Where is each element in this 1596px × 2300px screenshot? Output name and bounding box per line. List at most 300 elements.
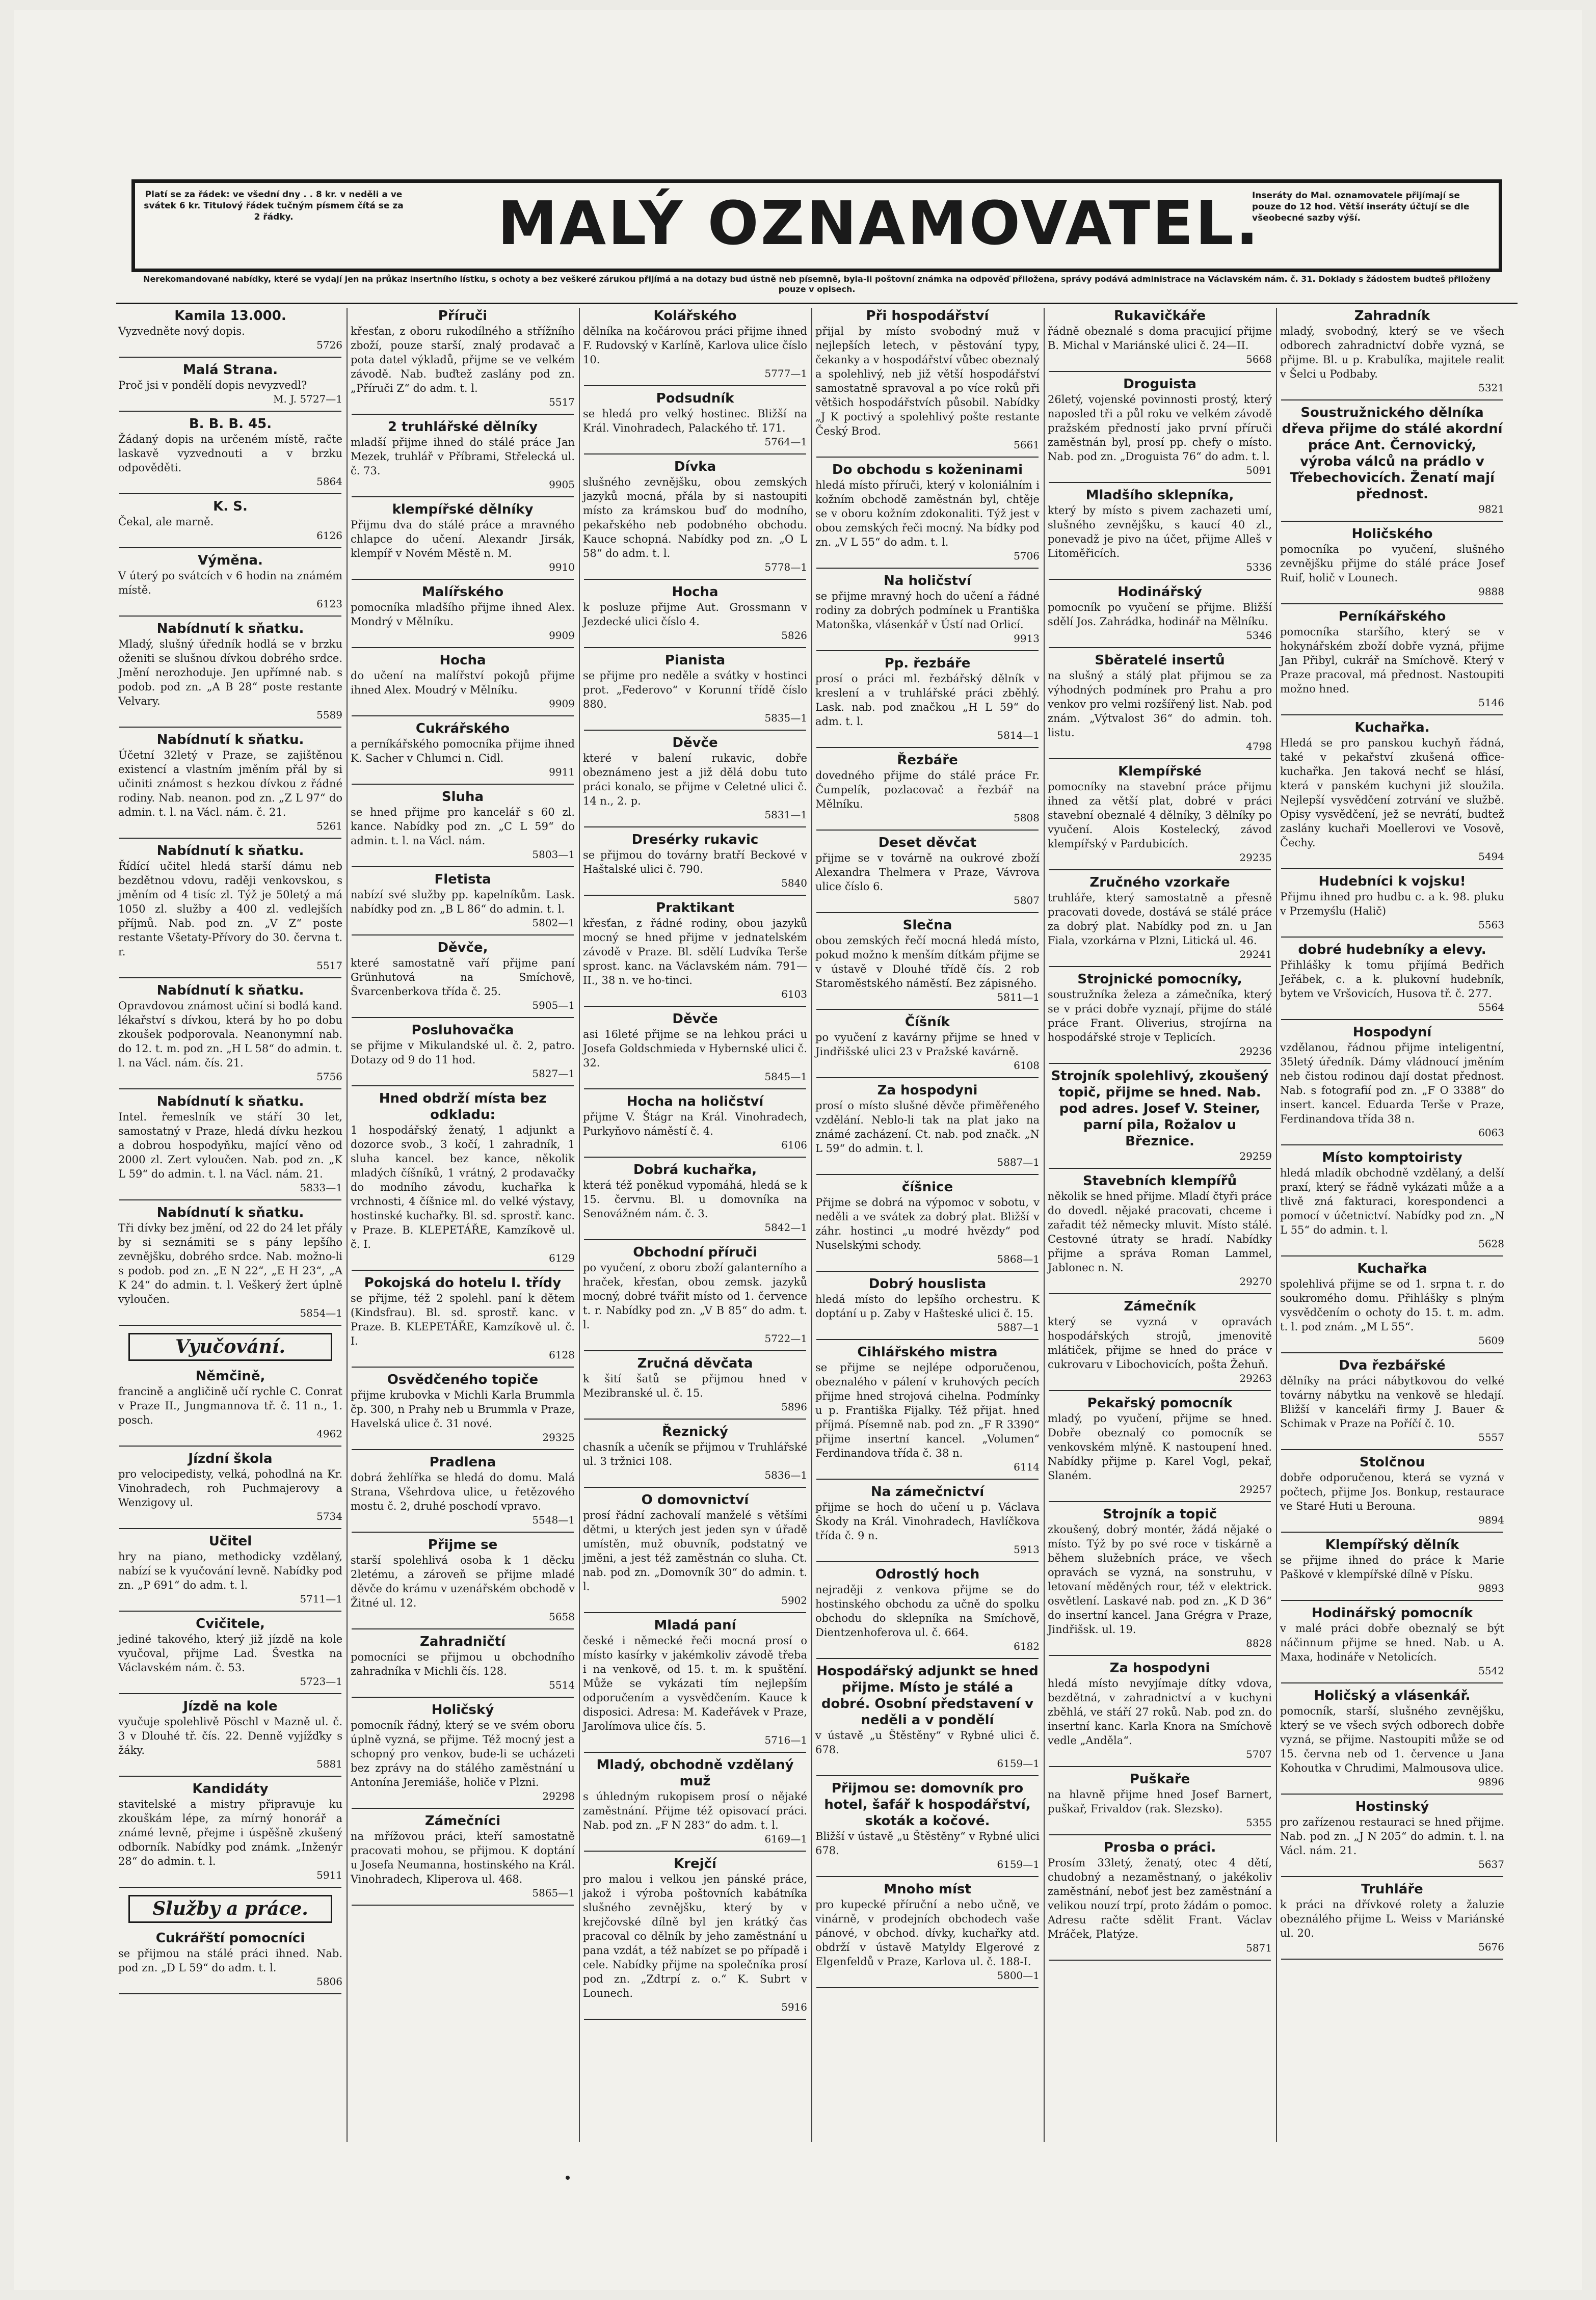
- column-6: [1278, 308, 1506, 2142]
- classified-ad: [583, 1093, 807, 1152]
- ad-body: Čekal, ale marně.: [118, 516, 214, 528]
- column-divider: [347, 308, 348, 2142]
- ad-heading: Dívka: [674, 459, 716, 474]
- ad-divider: [584, 579, 806, 580]
- ad-divider: [352, 934, 574, 935]
- ad-divider: [584, 1006, 806, 1007]
- ad-heading: Strojnické pomocníky,: [1077, 972, 1242, 987]
- classified-ad: [583, 1011, 807, 1083]
- column-divider: [1276, 308, 1277, 2142]
- classified-ad: [583, 1355, 807, 1413]
- classified-ad: [351, 501, 575, 574]
- ad-heading: Hostinský: [1355, 1799, 1429, 1814]
- ad-number: 6106: [781, 1139, 807, 1151]
- ad-number: 9888: [1478, 585, 1504, 598]
- masthead-note: Nerekomandované nabídky, které se vydají jen na průkaz insertního lístku, s ochoty a bez veškeré zárukou přijímá a na dotazy bud ústně neb písemně, byla-li poštovní známka na odpověď přiložena, správy podává administrace na Václavském nám. č. 31. Doklady s žádostem budteš přiloženy pouze v opisech.: [143, 274, 1491, 294]
- ad-divider: [584, 1157, 806, 1158]
- classified-ad: [583, 1244, 807, 1345]
- ad-body: Žádaný dopis na určeném místě, račte laskavě vyzvednouti a v brzku odpověděti.: [118, 433, 342, 474]
- ad-body: slušného zevnějšku, obou zemských jazyků mocná, přála by si nastoupiti místo za krámskou buď do modního, pekařského neb podobného obchodu. Kauce schopná. Nabídky pod zn. „O L 58“ do adm. t. l.: [583, 476, 807, 559]
- ad-number: 5726: [316, 339, 342, 351]
- ad-divider: [352, 496, 574, 497]
- classified-ad: [1280, 1024, 1504, 1139]
- ad-heading: Deset děvčat: [878, 835, 977, 850]
- ad-heading: 2 truhlářské dělníky: [387, 419, 538, 435]
- classified-ad: [351, 652, 575, 710]
- ad-body: které v balení rukavic, dobře obeznámeno jest a již dělá dobu tuto práci konalo, se přijme v Celetné ulici č. 14 n., 2. p.: [583, 752, 807, 807]
- ad-number: 5661: [1014, 439, 1040, 451]
- ad-heading: Kuchařka.: [1354, 720, 1430, 735]
- ad-heading: Cukrářského: [415, 721, 510, 736]
- ad-divider: [1281, 937, 1503, 938]
- classified-ad: [1048, 971, 1272, 1058]
- ad-heading: Pradlena: [429, 1455, 496, 1470]
- ad-number: 5833—1: [300, 1182, 342, 1194]
- ad-body: Přijmu dva do stálé práce a mravného chlapce do učení. Alexandr Jirsák, klempíř v Novém Městě n. M.: [351, 519, 575, 559]
- ad-divider: [1281, 1876, 1503, 1877]
- ad-divider: [1281, 1019, 1503, 1020]
- classified-ad: [351, 720, 575, 779]
- ad-number: 9893: [1478, 1582, 1504, 1594]
- classified-ad: [1048, 1839, 1272, 1955]
- ad-number: 5564: [1478, 1001, 1504, 1013]
- ad-divider: [816, 1658, 1039, 1659]
- ad-heading: Pp. řezbáře: [884, 656, 971, 671]
- classified-ad: [815, 462, 1040, 563]
- ad-number: 5336: [1246, 561, 1272, 573]
- ad-body: hry na piano, methodicky vzdělaný, nabízí se k vyučování levně. Nabídky pod zn. „P 691“ do adm. t. l.: [118, 1550, 342, 1591]
- ad-heading: Holičský: [431, 1702, 494, 1718]
- classified-ad: [351, 1537, 575, 1623]
- ad-body: pomocníka mladšího přijme ihned Alex. Mondrý v Mělníku.: [351, 601, 575, 628]
- ad-divider: [584, 1752, 806, 1753]
- classified-ad: [1048, 1506, 1272, 1650]
- ad-body: pomocník, starší, slušného zevnějšku, který se ve všech svých odborech dobře vyzná, se přijme. Nastoupiti může se od 15. června neb od 1. července u Jana Kohoutka v Chrudimi, Malmousova ulice.: [1280, 1705, 1504, 1774]
- ad-number: 5887—1: [997, 1156, 1040, 1168]
- ad-divider: [352, 414, 574, 415]
- ad-heading: Nabídnutí k sňatku.: [156, 1094, 304, 1109]
- ad-body: Přijme se dobrá na výpomoc v sobotu, v neděli a ve svátek za dobrý plat. Bližší v záhr. hostinci „u modré hvězdy“ pod Nuselskými schody.: [815, 1196, 1040, 1251]
- ad-number: 6182: [1014, 1640, 1040, 1652]
- ad-heading: Hned obdrží místa bez odkladu:: [379, 1091, 547, 1122]
- classified-ad: [1280, 308, 1504, 394]
- classified-ad: [583, 1162, 807, 1234]
- ad-number: 5707: [1246, 1748, 1272, 1760]
- ad-body: přijal by místo svobodný muž v nejlepších letech, v pěstování typy, čekanky a v hospodářství vůbec obeznalý a spolehlivý, neb již větší hospodářství samostatně spravoval a po více roků při většich hospodářstvích působil. Nabídky „J K poctivý a spolehlivý pošte restante Český Brod.: [815, 325, 1040, 437]
- ad-body: hledá místo příruči, který v koloniálním i kožním obchodě zaměstnán byl, chtěje se v oboru kožním zdokonaliti. Týž jest v obou zemských řeči mocný. Na bídky pod zn. „V L 55“ do adm. t. l.: [815, 479, 1040, 548]
- ad-divider: [584, 1419, 806, 1420]
- ad-heading: číšnice: [901, 1180, 953, 1195]
- ad-divider: [1049, 1960, 1271, 1961]
- ad-divider: [584, 730, 806, 731]
- ad-number: 5887—1: [997, 1321, 1040, 1333]
- classified-ad: [1280, 1357, 1504, 1444]
- classified-ad: [815, 752, 1040, 824]
- ad-divider: [119, 493, 341, 494]
- ad-heading: Strojník a topič: [1102, 1507, 1217, 1522]
- ad-heading: Řeznický: [662, 1424, 728, 1439]
- ad-number: 5514: [549, 1679, 575, 1691]
- ad-divider: [584, 1350, 806, 1351]
- ad-body: Přijmu ihned pro hudbu c. a k. 98. pluku v Przemyślu (Halič): [1280, 891, 1504, 917]
- ad-body: obou zemských řečí mocná hledá místo, pokud možno k menším dítkám přijme se v ústavě v Dlouhé třídě čís. 2 rob Staroměstského náměstí. Bez zápisného.: [815, 934, 1040, 989]
- ad-heading: Osvědčeného topiče: [387, 1372, 539, 1387]
- classified-ad: [815, 1484, 1040, 1556]
- ad-divider: [352, 1270, 574, 1271]
- classified-ad: [351, 419, 575, 491]
- ad-body: mladší přijme ihned do stálé práce Jan Mezek, truhlář v Příbrami, Střelecká ul. č. 73.: [351, 436, 575, 477]
- ad-number: 5911: [316, 1869, 342, 1881]
- page-mark: [566, 2176, 570, 2180]
- ad-divider: [584, 1088, 806, 1089]
- ad-heading: Dresérky rukavic: [631, 832, 759, 847]
- ad-number: 5091: [1246, 464, 1272, 476]
- ad-divider: [119, 1199, 341, 1200]
- ad-divider: [1281, 1352, 1503, 1353]
- classified-ad: [815, 655, 1040, 742]
- ad-body: 26letý, vojenské povinnosti prostý, který naposled tři a půl roku ve velkém závodě pražském předností jako první příruči zaměstnán byl, prosí pp. chefy o místo. Nab. pod zn. „Droguista 76“ do adm. t. l.: [1048, 393, 1272, 463]
- ad-body: který by místo s pivem zachazeti umí, slušného zevnějšku, s kaucí 40 zl., ponevadž je pivo na účet, přijme Alleš v Litoměřicích.: [1048, 504, 1272, 559]
- ad-number: 6123: [316, 598, 342, 610]
- ad-divider: [352, 1449, 574, 1450]
- ad-heading: Pianista: [664, 653, 726, 668]
- ad-body: po vyučení z kavárny přijme se hned v Jindřišské ulici 23 v Pražské kavárně.: [815, 1031, 1040, 1058]
- ad-heading: Nabídnutí k sňatku.: [156, 1205, 304, 1220]
- ad-heading: Kandidáty: [192, 1781, 269, 1797]
- ad-number: 5808: [1014, 812, 1040, 824]
- ad-body: nejraději z venkova přijme se do hostinského obchodu za učně do spolku obchodu do sklepníka na Smíchově, Dientzenhoferova ul. č. 664.: [815, 1584, 1040, 1639]
- ad-body: se přijme v Mikulandské ul. č. 2, patro. Dotazy od 9 do 11 hod.: [351, 1039, 575, 1066]
- ad-heading: dobré hudebníky a elevy.: [1298, 942, 1486, 957]
- ad-divider: [816, 1339, 1039, 1340]
- classified-ad: [351, 1372, 575, 1444]
- ad-divider: [119, 977, 341, 978]
- ad-number: 29263: [1239, 1372, 1272, 1384]
- classified-ad: [1048, 763, 1272, 864]
- classified-ad: [118, 1093, 342, 1194]
- classified-ad: [815, 1780, 1040, 1871]
- ad-heading: Nabídnutí k sňatku.: [156, 621, 304, 636]
- ad-body: dělníka na kočárovou práci přijme ihned F. Rudovský v Karlíně, Karlova ulice číslo 10.: [583, 325, 807, 366]
- classified-ad: [583, 459, 807, 574]
- ad-divider: [352, 866, 574, 867]
- ad-body: hledá mladík obchodně vzdělaný, a delší praxí, který se řádně vykázati může a a tlivě zná fakturaci, korespondenci a pomocí v účetnictví. Nabídky pod zn. „N L 55“ do admin. t. l.: [1280, 1167, 1504, 1236]
- ad-divider: [119, 727, 341, 728]
- classified-ad: [118, 1533, 342, 1606]
- ad-divider: [1281, 521, 1503, 522]
- ad-body: stavitelské a mistry připravuje ku zkouškám lépe, za mírný honorář a známé levně, přejme i úspěšně zkušený odborník. Nabídky pod známk. „Inženýr 28“ do admin. t. l.: [118, 1798, 342, 1867]
- classified-ad: [1048, 652, 1272, 753]
- ad-divider: [1049, 1168, 1271, 1169]
- ad-divider: [352, 1532, 574, 1533]
- classified-ad: [351, 1275, 575, 1361]
- classified-ad: [815, 573, 1040, 645]
- ad-heading: Zručná děvčata: [637, 1356, 753, 1371]
- ad-divider: [119, 1887, 341, 1888]
- classified-ad: [583, 1424, 807, 1482]
- ad-body: Bližší v ústavě „u Štěstěny“ v Rybné ulici 678.: [815, 1830, 1040, 1857]
- ad-body: se přijme ihned do práce k Marie Paškové v klempířské dílně v Písku.: [1280, 1554, 1504, 1581]
- ad-number: 5854—1: [300, 1307, 342, 1319]
- ad-divider: [352, 1017, 574, 1018]
- ad-heading: Posluhovačka: [411, 1023, 514, 1038]
- classified-ad: [1280, 526, 1504, 598]
- ad-divider: [584, 2019, 806, 2020]
- ad-divider: [119, 411, 341, 412]
- classified-ad: [118, 1205, 342, 1320]
- classified-ad: [1280, 1881, 1504, 1954]
- ad-divider: [816, 1987, 1039, 1988]
- ad-number: 5734: [316, 1510, 342, 1522]
- classified-ad: [118, 621, 342, 721]
- classified-ad: [118, 1616, 342, 1688]
- ad-number: 5355: [1246, 1816, 1272, 1829]
- ad-number: 5905—1: [532, 999, 575, 1011]
- ad-heading: Rukavičkáře: [1114, 308, 1206, 324]
- ad-divider: [1281, 603, 1503, 604]
- classified-ad: [583, 584, 807, 642]
- ad-body: dovedného přijme do stálé práce Fr. Čumpelík, pozlacovač a řezbář na Mělníku.: [815, 769, 1040, 810]
- ad-heading: Holičského: [1351, 526, 1433, 542]
- ad-heading: Kamila 13.000.: [174, 308, 286, 324]
- ad-body: dělníky na práci nábytkovou do velké továrny nábytku na venkově se hledají. Bližší v kanceláři firmy J. Bauer & Schimak v Praze na Poříčí č. 10.: [1280, 1375, 1504, 1430]
- ad-body: přijme V. Štágr na Král. Vinohradech, Purkyňovo náměstí č. 4.: [583, 1111, 807, 1137]
- ad-heading: B. B. B. 45.: [189, 416, 272, 432]
- column-divider: [811, 308, 812, 2142]
- classified-ad: [815, 835, 1040, 907]
- ad-number: 5902: [781, 1594, 807, 1607]
- ad-number: 5711—1: [300, 1593, 342, 1605]
- ad-divider: [1281, 1449, 1503, 1450]
- classified-ad: [118, 1930, 342, 1988]
- ad-heading: Učitel: [208, 1534, 252, 1549]
- ad-heading: Dobrý houslista: [868, 1276, 987, 1292]
- ad-body: prosí o místo slušné děvče přiměřeného vzdělání. Neblo-li tak na plat jako na známé zacházení. Ct. nab. pod značk. „N L 59“ do admin. t. l.: [815, 1100, 1040, 1155]
- ad-heading: Přijme se: [428, 1537, 498, 1553]
- ad-number: 5814—1: [997, 729, 1040, 741]
- ad-body: přijme se hoch do učení u p. Václava Škody na Král. Vinohradech, Havlíčkova třída č. 9 n.: [815, 1501, 1040, 1542]
- ad-divider: [816, 1271, 1039, 1272]
- ad-body: zkoušený, dobrý montér, žádá nějaké o místo. Týž by po své roce v tiskárně a během služebních práce, ve všech opravách se vyzná, na sonstruhu, v letovaní měděných rour, též v elektrick. osvětlení. Laskavé nab. pod zn. „K D 36“ do insertní kancel. Jana Grégra v Praze, Jindřišsk. ul. 19.: [1048, 1523, 1272, 1636]
- column-divider: [1044, 308, 1045, 2142]
- classified-ad: [1280, 1537, 1504, 1595]
- ad-body: se přijme, též 2 spolehl. paní k dětem (Kindsfrau). Bl. sd. sprostř. kanc. v Praze. B. KLEPETÁŘE, Kamzíkově ul. č. I.: [351, 1292, 575, 1347]
- ad-body: Tři dívky bez jmění, od 22 do 24 let přály by si seznámiti se s pány lepšího zevnějšku, dobrého srdce. Nab. možno-li s podob. pod zn. „E N 22“, „E H 23“, „A K 24“ do admin. t. l. Veškerý žert úplně vyloučen.: [118, 1222, 342, 1305]
- classified-ad: [1280, 405, 1504, 516]
- ad-number: 5542: [1478, 1665, 1504, 1677]
- ad-divider: [119, 1446, 341, 1447]
- ad-divider: [119, 616, 341, 617]
- ad-number: 4798: [1246, 740, 1272, 753]
- ad-number: 5706: [1014, 550, 1040, 562]
- classified-ad: [1280, 1149, 1504, 1250]
- classified-ad: [815, 1566, 1040, 1653]
- ad-number: 5658: [549, 1611, 575, 1623]
- ad-heading: Hocha na holičství: [626, 1094, 764, 1109]
- classified-ad: [351, 1813, 575, 1900]
- ad-heading: Na zámečnictví: [870, 1484, 985, 1500]
- ad-body: se přijme pro neděle a svátky v hostinci prot. „Federovo“ v Korunní třídě číslo 880.: [583, 670, 807, 710]
- ad-heading: Za hospodyni: [877, 1083, 978, 1098]
- ad-number: 29259: [1239, 1150, 1272, 1162]
- ad-number: 5871: [1246, 1942, 1272, 1954]
- ad-number: 6169—1: [764, 1833, 807, 1845]
- ad-divider: [352, 647, 574, 648]
- ad-number: 5346: [1246, 629, 1272, 641]
- classified-ad: [815, 1663, 1040, 1770]
- classified-ad: [351, 1702, 575, 1803]
- ad-heading: Sluha: [441, 789, 484, 805]
- ad-body: Účetní 32letý v Praze, se zajištěnou existencí a vlastním jměním přál by si učiniti známost s hezkou dívkou z řádné rodiny. Nab. neanon. pod zn. „Z L 97“ do admin. t. l. na Václ. nám. č. 21.: [118, 749, 342, 818]
- ad-divider: [352, 1808, 574, 1809]
- classified-ad: [118, 1698, 342, 1771]
- ad-divider: [1281, 1255, 1503, 1256]
- ad-divider: [1281, 1600, 1503, 1601]
- ad-heading: Mladšího sklepníka,: [1085, 488, 1234, 503]
- ad-divider: [1049, 1293, 1271, 1294]
- classified-ad: [815, 1014, 1040, 1072]
- ad-body: pomocníka po vyučení, slušného zevnějšku přijme do stálé práce Josef Ruif, holič v Lounech.: [1280, 543, 1504, 584]
- ad-number: 5807: [1014, 894, 1040, 906]
- ad-divider: [584, 1851, 806, 1852]
- ad-number: 5589: [316, 709, 342, 721]
- ad-heading: Hocha: [439, 653, 486, 668]
- ad-divider: [816, 1009, 1039, 1010]
- ad-body: a perníkářského pomocníka přijme ihned K. Sacher v Chlumci n. Cidl.: [351, 738, 575, 764]
- ad-body: v malé práci dobře obeznalý se být náčinnum přijme se hned. Nab. u A. Maxa, hodináře v Netolicích.: [1280, 1622, 1504, 1663]
- ad-heading: Krejčí: [674, 1856, 716, 1871]
- ad-body: hledá místo nevyjímaje dítky vdova, bezdětná, v zahradnictví a v kuchyni zběhlá, ve stáří 27 roků. Nab. pod zn. do insertní kanc. Karla Knora na Smíchově vedle „Anděla“.: [1048, 1677, 1272, 1747]
- ad-body: na slušný a stálý plat přijmou se za výhodných podmínek pro Prahu a pro venkov pro velmi rozšířený list. Nab. pod znám. „Výtvalost 36“ do admin. toh. listu.: [1048, 670, 1272, 739]
- classified-ad: [815, 308, 1040, 451]
- ad-number: 6159—1: [997, 1757, 1040, 1770]
- classified-ad: [583, 308, 807, 380]
- classified-ad: [1280, 1799, 1504, 1871]
- ad-body: vzdělanou, řádnou přijme inteligentní, 35letý úředník. Dámy vládnoucí jměním neb čistou rodinou dají dostat přednost. Nab. s fotografií pod zn. „F O 3388“ do insert. kancel. Eduarda Terše v Praze, Ferdinandova třída 38 n.: [1280, 1041, 1504, 1125]
- ad-number: 5840: [781, 877, 807, 889]
- ad-heading: Děvče,: [437, 940, 488, 955]
- classified-ad: [1048, 1068, 1272, 1163]
- ad-number: 6103: [781, 988, 807, 1000]
- ad-body: na mřížovou práci, kteří samostatně pracovati mohou, se přijmou. K doptání u Josefa Neumanna, hostinského na Král. Vinohradech, Kliperova ul. 468.: [351, 1830, 575, 1885]
- ad-body: prosí řádní zachovalí manželé s většími dětmi, u kterých jest jeden syn v úřadě umístěn, muž obuvník, podstatný ve jměni, a jest též zaměstnán co sluha. Ct. nab. pod zn. „Domovník 30“ do admin. t. l.: [583, 1509, 807, 1593]
- ad-heading: Stavebních klempířů: [1082, 1173, 1237, 1189]
- classified-ad: [1048, 308, 1272, 366]
- ad-heading: Hudebníci k vojsku!: [1318, 874, 1466, 889]
- classified-ad: [351, 308, 575, 409]
- ad-number: 5777—1: [764, 367, 807, 380]
- ad-divider: [1049, 579, 1271, 580]
- classified-ad: [351, 940, 575, 1012]
- ad-divider: [1049, 1501, 1271, 1502]
- ad-number: 9909: [549, 698, 575, 710]
- ad-number: 6128: [549, 1349, 575, 1361]
- ad-heading: klempířské dělníky: [392, 502, 534, 517]
- ad-divider: [119, 1088, 341, 1089]
- ad-body: Přihlášky k tomu přijímá Bedřich Jeřábek, c. a k. plukovní hudebník, bytem ve Vršovicích, Husova tř. č. 277.: [1280, 959, 1504, 1000]
- classified-ad: [583, 832, 807, 890]
- ad-divider: [1281, 1144, 1503, 1145]
- ad-heading: Nabídnutí k sňatku.: [156, 983, 304, 998]
- ad-number: 29241: [1239, 948, 1272, 960]
- ad-heading: Hodinářský pomocník: [1311, 1606, 1473, 1621]
- ad-divider: [1049, 647, 1271, 648]
- ad-heading: Zahradničtí: [419, 1634, 506, 1649]
- ad-heading: Cihlářského mistra: [857, 1345, 998, 1360]
- column-4: [813, 308, 1042, 2142]
- ad-number: 9909: [549, 629, 575, 641]
- ad-heading: Jízdní škola: [188, 1451, 273, 1466]
- ad-divider: [816, 457, 1039, 458]
- ad-divider: [1281, 1682, 1503, 1683]
- ad-body: která též poněkud vypomáhá, hledá se k 15. červnu. Bl. u domovníka na Senovážném nám. č. 3.: [583, 1179, 807, 1220]
- ad-heading: Děvče: [672, 1011, 718, 1027]
- ad-body: vyučuje spolehlivě Pöschl v Mazně ul. č. 3 v Dlouhé tř. čís. 22. Denně vyjížďky s žáky.: [118, 1716, 342, 1756]
- classified-ad: [1048, 1771, 1272, 1829]
- ad-heading: Zámečník: [1124, 1299, 1196, 1314]
- ad-body: několik se hned přijme. Mladí čtyři práce do dovedl. nějaké pracovati, chceme i zařadit též německy mluvit. Místo stálé. Cestovné útraty se hradí. Nabídky přijme a správa Roman Lammel, Jablonec n. N.: [1048, 1190, 1272, 1274]
- ad-number: 5803—1: [532, 848, 575, 861]
- ad-body: který se vyzná v opravách hospodářských strojů, jmenovitě mlátiček, přijme se hned do práce v cukrovaru v Libochovicích, pošta Žehuň.: [1048, 1316, 1272, 1371]
- ad-heading: Zručného vzorkaře: [1089, 875, 1230, 890]
- section-heading: Služby a práce.: [128, 1895, 332, 1923]
- classified-ad: [583, 1757, 807, 1846]
- ad-divider: [816, 1876, 1039, 1877]
- insertion-rules-box: Inseráty do Mal. oznamovatele přijímají se pouze do 12 hod. Větší inseráty účtují se dle všeobecné sazby výší.: [1252, 191, 1470, 223]
- ad-number: 8828: [1246, 1637, 1272, 1649]
- ad-number: 5637: [1478, 1858, 1504, 1870]
- ad-body: pomocníky na stavební práce přijmu ihned za větší plat, dobré v práci stavební obeznalé 4 dělníky, 3 dělníky po vyučení. Alois Kostelecký, závod klempířský v Pardubicích.: [1048, 781, 1272, 850]
- ad-number: 6114: [1014, 1461, 1040, 1473]
- ad-number: 5826: [781, 629, 807, 641]
- ad-heading: Dva řezbářské: [1339, 1358, 1446, 1373]
- classified-ad: [118, 552, 342, 610]
- ad-heading: Prosba o práci.: [1103, 1840, 1216, 1855]
- ad-divider: [584, 453, 806, 454]
- classified-ad: [118, 1451, 342, 1523]
- ad-body: asi 16leté přijme se na lehkou práci u Josefa Goldschmieda v Hybernské ulici č. 32.: [583, 1028, 807, 1069]
- ad-heading: Mladá paní: [654, 1618, 736, 1633]
- ad-body: se přijme mravný hoch do učení a řádné rodiny za dobrých podmínek u Františka Matonška, vlásenkář v Ústí nad Orlicí.: [815, 590, 1040, 631]
- classified-ad: [351, 1634, 575, 1692]
- ad-divider: [352, 1367, 574, 1368]
- ad-number: 9896: [1478, 1776, 1504, 1788]
- ad-body: pro kupecké příruční a nebo učně, ve vinárně, v prodejních obchodech vaše pánové, v obchod. dívky, kuchařky atd. obdrží v ústavě Matyldy Elgerové z Elgenfeldů v Praze, Karlova ul. č. 188-I.: [815, 1898, 1040, 1968]
- ad-divider: [816, 1479, 1039, 1480]
- page-title: MALÝ OZNAMOVATEL.: [497, 188, 1261, 258]
- ad-number: 5913: [1014, 1543, 1040, 1556]
- classified-ad: [1048, 874, 1272, 961]
- ad-heading: Cvičitele,: [196, 1616, 265, 1632]
- ad-number: 9910: [549, 561, 575, 573]
- ad-divider: [584, 826, 806, 827]
- ad-number: 5676: [1478, 1941, 1504, 1953]
- ad-divider: [816, 830, 1039, 831]
- ad-heading: Praktikant: [656, 900, 734, 916]
- classified-ad: [1048, 1173, 1272, 1288]
- ad-divider: [816, 1775, 1039, 1776]
- ad-divider: [1281, 868, 1503, 869]
- ad-heading: Fletista: [434, 872, 491, 887]
- ad-number: M. J. 5727—1: [273, 393, 342, 405]
- ad-body: se hned přijme pro kancelář s 60 zl. kance. Nabídky pod zn. „C L 59“ do admin. t. l. na Václ. nám.: [351, 806, 575, 847]
- ad-divider: [119, 1693, 341, 1694]
- ad-heading: Místo komptoiristy: [1322, 1150, 1462, 1165]
- ad-body: prosí o práci ml. řezbářský dělník v kreslení a v truhlářské práci zběhlý. Lask. nab. pod značkou „H L 59“ do adm. t. l.: [815, 673, 1040, 728]
- classified-ad: [118, 498, 342, 542]
- ad-divider: [584, 385, 806, 386]
- ad-heading: Číšník: [905, 1014, 950, 1030]
